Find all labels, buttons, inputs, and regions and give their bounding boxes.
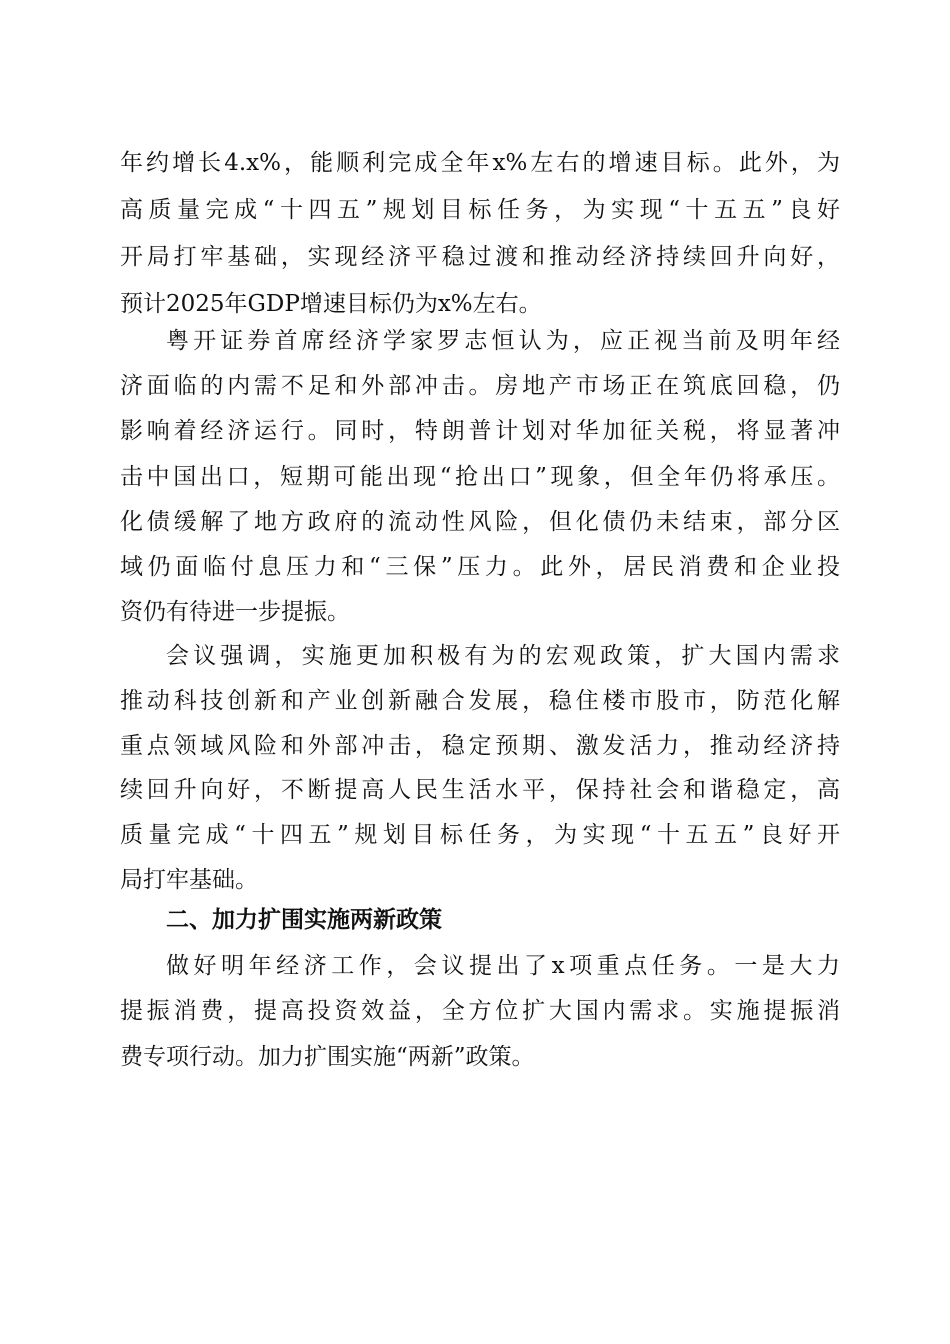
paragraph-2-line-3: 影响着经济运行。同时，特朗普计划对华加征关税，将显著冲 xyxy=(120,418,840,444)
paragraph-3-line-1: 会议强调，实施更加积极有为的宏观政策，扩大国内需求 xyxy=(166,643,840,669)
paragraph-3-line-2: 推动科技创新和产业创新融合发展，稳住楼市股市，防范化解 xyxy=(120,688,840,714)
paragraph-1-line-2: 高质量完成“十四五”规划目标任务，为实现“十五五”良好 xyxy=(120,197,840,223)
paragraph-2-line-2: 济面临的内需不足和外部冲击。房地产市场正在筑底回稳，仍 xyxy=(120,373,840,399)
paragraph-2-line-1: 粤开证券首席经济学家罗志恒认为，应正视当前及明年经 xyxy=(166,328,840,354)
paragraph-3-line-6: 局打牢基础。 xyxy=(120,867,258,893)
paragraph-2-line-6: 域仍面临付息压力和“三保”压力。此外，居民消费和企业投 xyxy=(120,554,840,580)
paragraph-3-line-4: 续回升向好，不断提高人民生活水平，保持社会和谐稳定，高 xyxy=(120,777,840,803)
paragraph-4-line-2: 提振消费，提高投资效益，全方位扩大国内需求。实施提振消 xyxy=(120,998,840,1024)
paragraph-4-line-1: 做好明年经济工作，会议提出了x项重点任务。一是大力 xyxy=(166,953,840,979)
section-heading: 二、加力扩围实施两新政策 xyxy=(166,907,442,933)
paragraph-1-line-3: 开局打牢基础，实现经济平稳过渡和推动经济持续回升向好， xyxy=(120,244,840,270)
paragraph-2-line-4: 击中国出口，短期可能出现“抢出口”现象，但全年仍将承压。 xyxy=(120,464,840,490)
paragraph-4-line-3: 费专项行动。加力扩围实施“两新”政策。 xyxy=(120,1044,535,1070)
paragraph-3-line-3: 重点领域风险和外部冲击，稳定预期、激发活力，推动经济持 xyxy=(120,733,840,759)
paragraph-2-line-7: 资仍有待进一步提振。 xyxy=(120,599,350,625)
paragraph-3-line-5: 质量完成“十四五”规划目标任务，为实现“十五五”良好开 xyxy=(120,822,840,848)
paragraph-1-line-1: 年约增长4.x%，能顺利完成全年x%左右的增速目标。此外，为 xyxy=(120,150,840,176)
paragraph-2-line-5: 化债缓解了地方政府的流动性风险，但化债仍未结束，部分区 xyxy=(120,509,840,535)
paragraph-1-line-4: 预计2025年GDP增速目标仍为x%左右。 xyxy=(120,291,542,317)
